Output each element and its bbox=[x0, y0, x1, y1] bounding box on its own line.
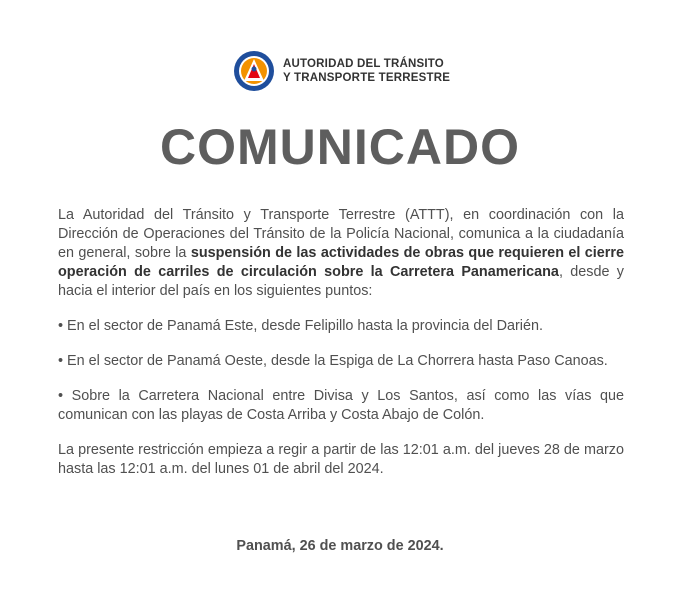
bullet-item: • Sobre la Carretera Nacional entre Divisa y Los Santos, así como las vías que comunican con las playas de Costa Arriba y Costa Abajo de Colón. bbox=[58, 388, 624, 423]
intro-text-2: , desde y hacia el interior del país en los siguientes puntos: bbox=[58, 264, 624, 299]
signoff-date: Panamá, 26 de marzo de 2024. bbox=[236, 538, 444, 554]
bullet-item: • En el sector de Panamá Oeste, desde la Espiga de La Chorrera hasta Paso Canoas. bbox=[58, 353, 608, 369]
intro-text-1: La Autoridad del Tránsito y Transporte Terrestre (ATTT), en coordinación con la Dirección de Operaciones del Tránsito de la Policía Nacional, comunica a la ciudadanía en general, sobre la bbox=[58, 207, 624, 261]
page-title: COMUNICADO bbox=[160, 119, 520, 175]
org-name-line1: AUTORIDAD DEL TRÁNSITO bbox=[283, 58, 444, 70]
attt-logo bbox=[233, 50, 275, 92]
restriction-paragraph: La presente restricción empieza a regir a partir de las 12:01 a.m. del jueves 28 de marzo hasta las 12:01 a.m. del lunes 01 de abril del 2024. bbox=[58, 442, 624, 477]
intro-bold-text: suspensión de las actividades de obras que requieren el cierre operación de carriles de circulación sobre la Carretera Panamericana bbox=[58, 245, 625, 280]
org-name-line2: Y TRANSPORTE TERRESTRE bbox=[283, 72, 451, 84]
header bbox=[233, 50, 450, 92]
org-name bbox=[283, 57, 450, 85]
intro-paragraph bbox=[58, 206, 624, 301]
communique-body bbox=[58, 206, 624, 479]
bullet-item: • En el sector de Panamá Este, desde Felipillo hasta la provincia del Darién. bbox=[58, 318, 543, 334]
